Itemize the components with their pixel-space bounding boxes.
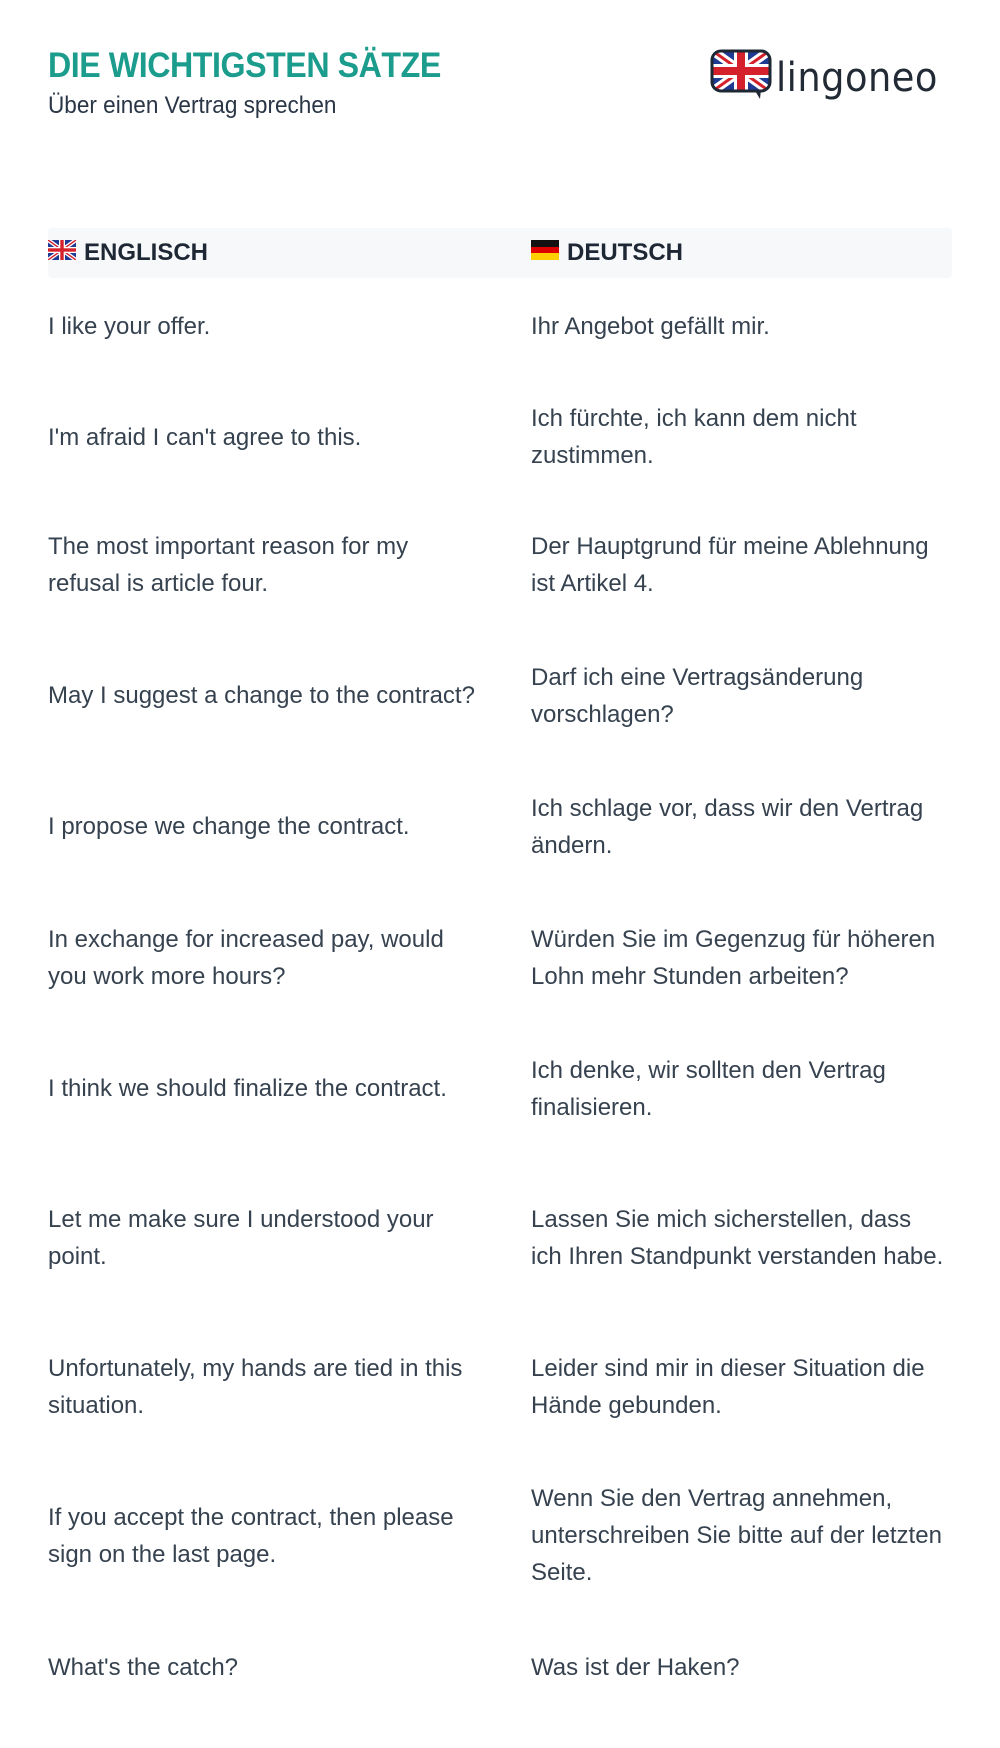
phrase-english: Unfortunately, my hands are tied in this situation.	[48, 1354, 463, 1419]
phrase-german: Ich denke, wir sollten den Vertrag finalisieren.	[531, 1056, 886, 1121]
phrase-table	[48, 228, 952, 1715]
column-label-german: DEUTSCH	[567, 239, 684, 266]
column-header-german	[531, 239, 952, 267]
phrase-german: Was ist der Haken?	[531, 1653, 740, 1681]
column-label-english: ENGLISCH	[84, 239, 209, 266]
table-row	[48, 278, 952, 374]
phrase-german: Lassen Sie mich sicherstellen, dass ich Ihren Standpunkt verstanden habe.	[531, 1205, 944, 1270]
page-subtitle: Über einen Vertrag sprechen	[48, 92, 337, 119]
page-header	[48, 44, 952, 134]
phrase-english: In exchange for increased pay, would you work more hours?	[48, 925, 444, 990]
table-row	[48, 1452, 952, 1619]
uk-flag-icon	[48, 239, 76, 267]
column-header-english	[48, 239, 531, 267]
table-row	[48, 374, 952, 500]
lingoneo-logo[interactable]	[710, 49, 952, 106]
phrase-english: Let me make sure I understood your point.	[48, 1205, 434, 1270]
phrase-german: Wenn Sie den Vertrag annehmen, unterschreiben Sie bitte auf der letzten Seite.	[531, 1485, 942, 1586]
table-header	[48, 228, 952, 278]
phrase-english: I think we should finalize the contract.	[48, 1075, 447, 1102]
phrase-english: If you accept the contract, then please sign on the last page.	[48, 1503, 454, 1568]
phrase-english: May I suggest a change to the contract?	[48, 682, 475, 709]
table-row	[48, 892, 952, 1023]
phrase-german: Ich schlage vor, dass wir den Vertrag ändern.	[531, 794, 924, 859]
phrase-german: Ich fürchte, ich kann dem nicht zustimmen.	[531, 405, 857, 469]
phrase-german: Der Hauptgrund für meine Ablehnung ist Artikel 4.	[531, 533, 929, 597]
table-row	[48, 1321, 952, 1452]
table-row	[48, 500, 952, 630]
logo-text: lingoneo	[776, 54, 938, 101]
phrase-german: Würden Sie im Gegenzug für höheren Lohn mehr Stunden arbeiten?	[531, 925, 936, 990]
phrase-english: I propose we change the contract.	[48, 813, 410, 840]
phrase-german: Leider sind mir in dieser Situation die Hände gebunden.	[531, 1354, 925, 1419]
table-row	[48, 761, 952, 892]
phrase-english: I'm afraid I can't agree to this.	[48, 423, 362, 451]
table-row	[48, 630, 952, 761]
phrase-english: I like your offer.	[48, 312, 211, 340]
german-flag-icon	[531, 239, 559, 267]
uk-flag-speech-bubble-icon	[710, 49, 772, 106]
table-row	[48, 1619, 952, 1715]
phrase-english: The most important reason for my refusal is article four.	[48, 533, 409, 597]
table-row	[48, 1023, 952, 1154]
page-title: DIE WICHTIGSTEN SÄTZE	[48, 46, 441, 85]
phrase-german: Darf ich eine Vertragsänderung vorschlagen?	[531, 663, 864, 728]
phrase-german: Ihr Angebot gefällt mir.	[531, 312, 770, 340]
phrase-english: What's the catch?	[48, 1653, 239, 1681]
table-row	[48, 1154, 952, 1321]
